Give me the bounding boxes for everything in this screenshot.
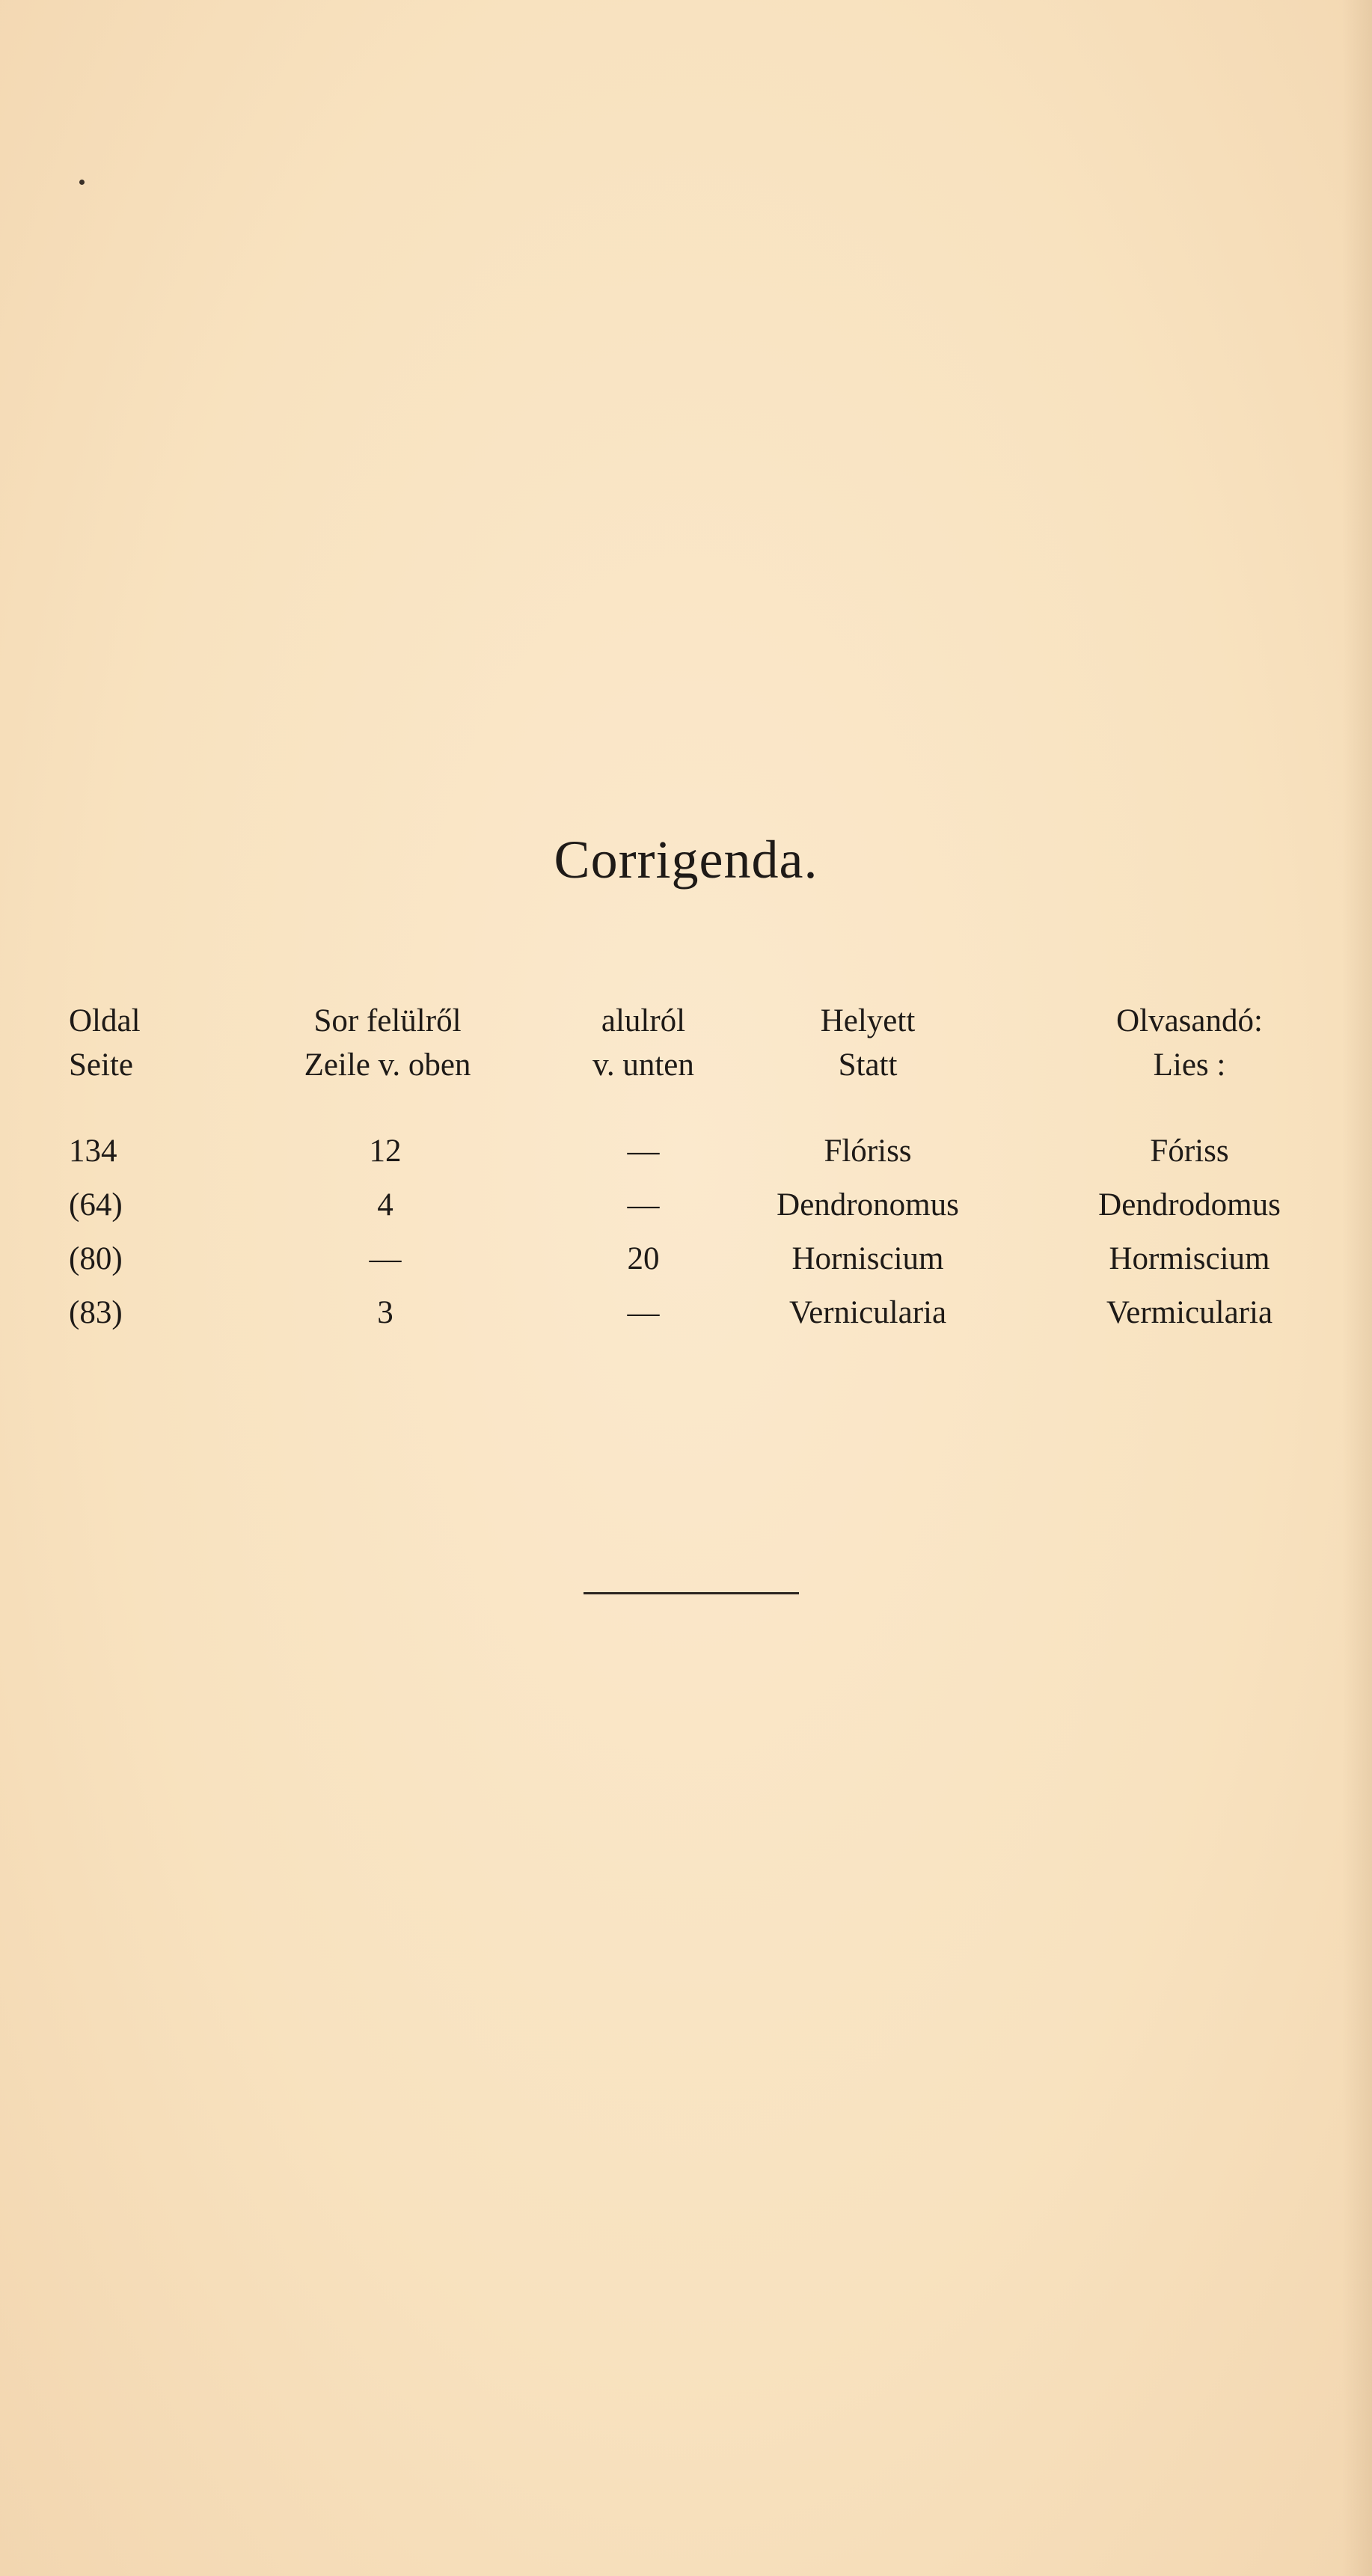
table-cell-instead: Horniscium — [791, 1241, 944, 1276]
header-statt: Statt — [838, 1047, 898, 1083]
table-cell-instead: Flóriss — [824, 1133, 912, 1169]
table-cell-line-bottom: — — [627, 1187, 660, 1223]
table-cell-read: Dendrodomus — [1098, 1187, 1281, 1223]
header-zeile-v-oben: Zeile v. oben — [304, 1047, 471, 1083]
table-cell-line-top: 3 — [377, 1295, 393, 1330]
section-divider — [584, 1592, 799, 1594]
table-cell-page: (80) — [69, 1241, 123, 1276]
table-cell-line-top: — — [369, 1241, 402, 1276]
table-cell-instead: Vernicularia — [788, 1295, 947, 1330]
header-seite: Seite — [69, 1047, 133, 1083]
table-cell-instead: Dendronomus — [777, 1187, 959, 1223]
table-cell-page: 134 — [69, 1133, 117, 1169]
table-cell-line-bottom: — — [627, 1133, 660, 1169]
table-cell-line-top: 4 — [377, 1187, 393, 1223]
page-title: Corrigenda. — [554, 830, 818, 890]
table-cell-read: Hormiscium — [1109, 1241, 1270, 1276]
table-cell-page: (83) — [69, 1295, 123, 1330]
header-oldal: Oldal — [69, 1003, 141, 1038]
header-alulrol: alulról — [601, 1003, 686, 1038]
table-cell-page: (64) — [69, 1187, 123, 1223]
header-v-unten: v. unten — [592, 1047, 694, 1083]
table-cell-read: Fóriss — [1150, 1133, 1229, 1169]
table-cell-line-bottom: 20 — [627, 1241, 660, 1276]
table-cell-read: Vermicularia — [1106, 1295, 1273, 1330]
ink-speck — [79, 180, 85, 185]
table-cell-line-bottom: — — [627, 1295, 660, 1330]
header-sor-felulrol: Sor felülről — [313, 1003, 462, 1038]
header-helyett: Helyett — [820, 1003, 916, 1038]
page-edge-shadow — [1342, 0, 1372, 2576]
table-cell-line-top: 12 — [369, 1133, 402, 1169]
header-olvasando: Olvasandó: — [1116, 1003, 1263, 1038]
header-lies: Lies : — [1153, 1047, 1226, 1083]
